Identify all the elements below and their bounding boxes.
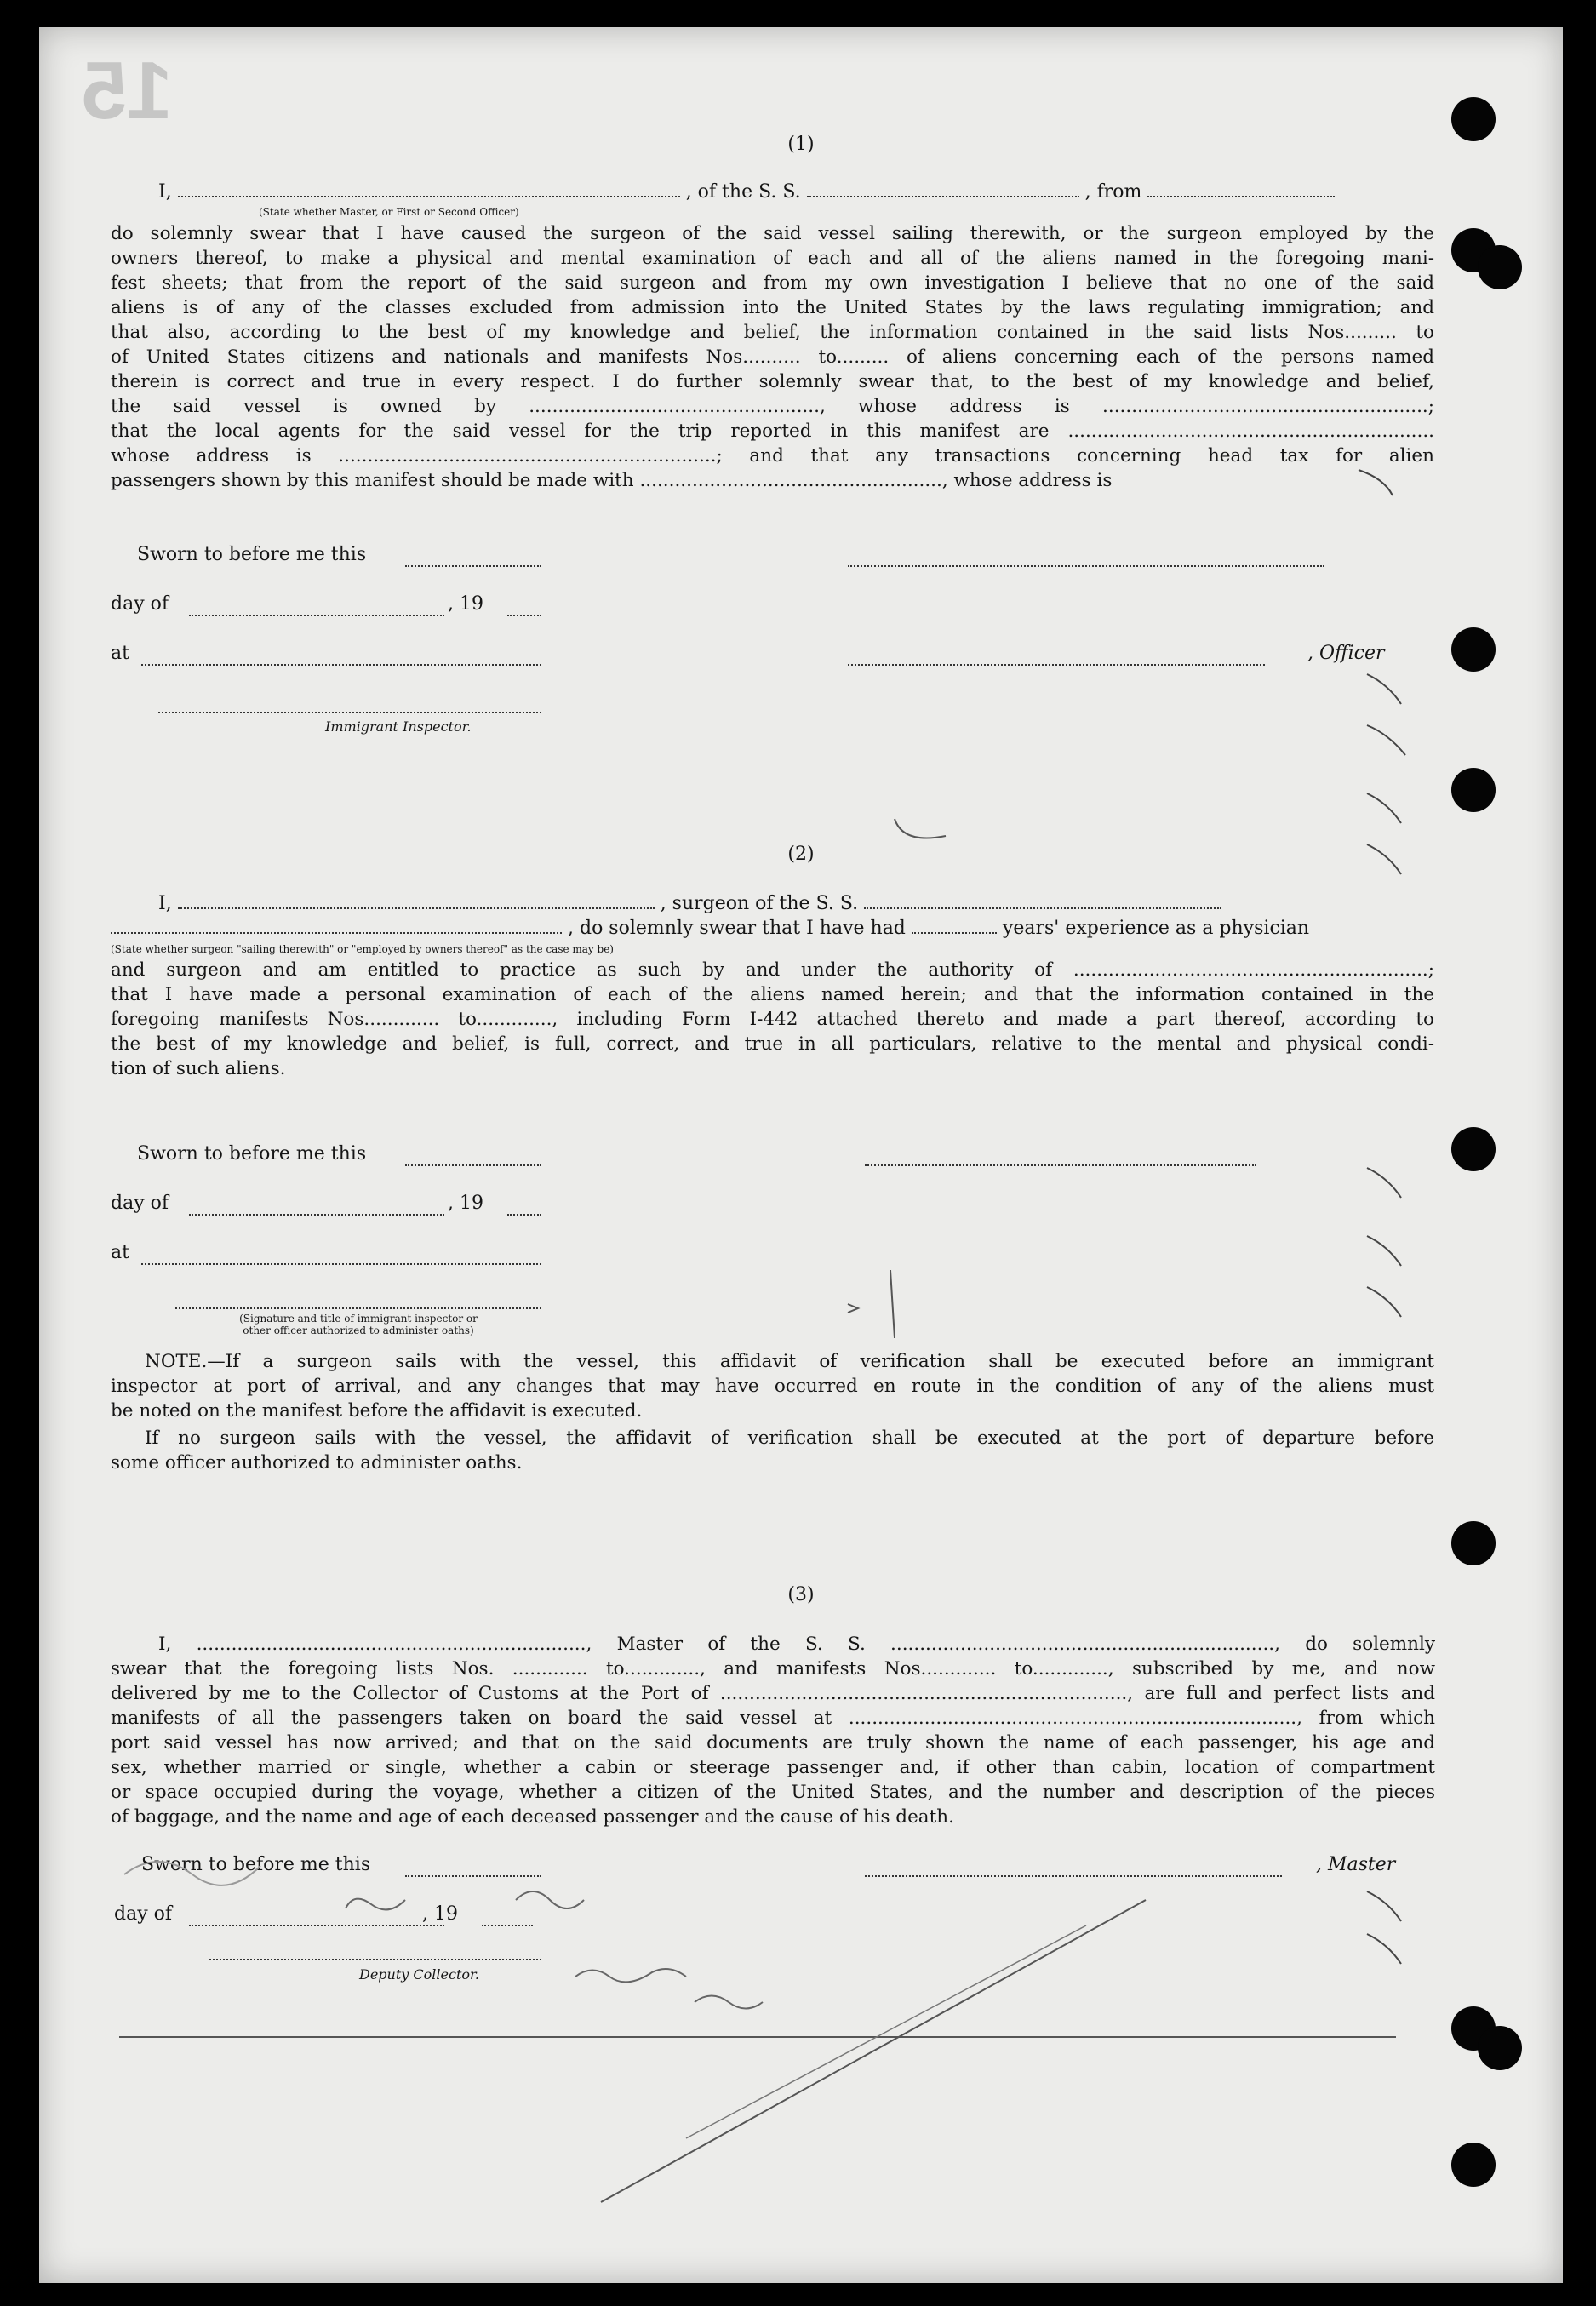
s1-sworn-blank[interactable]	[405, 565, 541, 567]
s1-officer-label: , Officer	[1307, 643, 1385, 664]
surgeon-type-blank[interactable]	[111, 917, 562, 934]
section-2-note	[111, 1349, 1434, 1423]
s1-officer-blank-1[interactable]	[848, 565, 1324, 567]
binder-hole	[1478, 2026, 1522, 2070]
s3-sworn-blank[interactable]	[405, 1875, 541, 1877]
s3-sworn-label: Sworn to before me this	[141, 1854, 371, 1875]
section-2-line1	[158, 892, 1435, 916]
section-2-note-line: inspector at port of arrival, and any changes that may have occurred en route in the condition of any of the aliens must	[111, 1376, 1434, 1397]
label-surgeon-of-ss: , surgeon of the S. S.	[660, 893, 859, 914]
surgeon-type-caption: (State whether surgeon "sailing therewith" or "employed by owners thereof" as the case may be)	[111, 943, 614, 955]
section-2-paragraph-line: the best of my knowledge and belief, is full, correct, and true in all particulars, relative to the mental and physical condi-	[111, 1033, 1434, 1055]
years-experience-blank[interactable]	[912, 917, 997, 934]
officer-name-blank[interactable]	[178, 180, 680, 197]
s1-at-label: at	[111, 643, 129, 664]
section-2-note-2-line: If no surgeon sails with the vessel, the affidavit of verification shall be executed at the port of departure before	[145, 1428, 1434, 1449]
label-from: , from	[1084, 181, 1142, 203]
officer-caption: (State whether Master, or First or Second Officer)	[259, 206, 519, 218]
section-3-paragraph-line: port said vessel has now arrived; and that on the said documents are truly shown the name of each passenger, his age and	[111, 1732, 1435, 1754]
section-2-note-2	[111, 1426, 1434, 1475]
section-1-paragraph	[111, 221, 1434, 493]
section-2-number: (2)	[787, 844, 815, 865]
section-3-paragraph-line: swear that the foregoing lists Nos. ............. to............., and manifests Nos............. to............., subscribed by me, and now	[111, 1658, 1435, 1679]
s2-day-blank[interactable]	[189, 1214, 444, 1216]
s2-signature-caption-1: (Signature and title of immigrant inspector or	[239, 1313, 478, 1325]
s1-at-blank[interactable]	[141, 664, 541, 666]
s2-vessel-blank[interactable]	[864, 892, 1221, 909]
surgeon-name-blank[interactable]	[178, 892, 655, 909]
section-1-paragraph-line: whose address is .................................................................; and that any transactions concerning head tax for alien	[111, 445, 1434, 466]
binder-hole	[1451, 1127, 1496, 1171]
s2-at-blank[interactable]	[141, 1263, 541, 1265]
s2-at-label: at	[111, 1242, 129, 1263]
s2-sworn-label: Sworn to before me this	[137, 1143, 367, 1164]
section-1-line1	[158, 180, 1435, 204]
section-3-paragraph-line: manifests of all the passengers taken on board the said vessel at ............................................................................., from which	[111, 1708, 1435, 1729]
section-2-note-2-line: some officer authorized to administer oaths.	[111, 1452, 523, 1473]
section-1-paragraph-line: do solemnly swear that I have caused the surgeon of the said vessel sailing therewith, or the surgeon employed by the	[111, 223, 1434, 244]
label-of-the-ss: , of the S. S.	[685, 181, 801, 203]
s3-year-blank[interactable]	[482, 1925, 533, 1926]
s3-master-blank[interactable]	[865, 1875, 1282, 1877]
s3-master-label: , Master	[1316, 1854, 1396, 1875]
section-1-paragraph-line: that also, according to the best of my knowledge and belief, the information contained in the said lists Nos......... to	[111, 322, 1434, 343]
section-3-number: (3)	[787, 1584, 815, 1605]
s1-day-blank[interactable]	[189, 615, 444, 616]
s1-year-label: , 19	[448, 593, 483, 615]
s2-inspector-blank[interactable]	[175, 1307, 541, 1309]
section-1-paragraph-line: fest sheets; that from the report of the said surgeon and from my own investigation I believe that no one of the said	[111, 272, 1434, 294]
section-1-paragraph-line: passengers shown by this manifest should be made with ...................................................., whose address is	[111, 470, 1113, 491]
section-2-paragraph-line: foregoing manifests Nos............. to............., including Form I-442 attached thereto and made a part thereof, according to	[111, 1009, 1434, 1030]
section-3-paragraph-line: sex, whether married or single, whether a cabin or steerage passenger and, if other than cabin, location of compartment	[111, 1757, 1435, 1778]
s2-signature-caption-2: other officer authorized to administer oaths)	[243, 1325, 474, 1336]
section-2-paragraph-line: that I have made a personal examination of each of the aliens named herein; and that the information contained in the	[111, 984, 1434, 1005]
s3-collector-blank[interactable]	[209, 1959, 541, 1960]
section-2-paragraph-line: tion of such aliens.	[111, 1058, 286, 1079]
binder-hole	[1451, 627, 1496, 672]
section-3-paragraph-line: of baggage, and the name and age of each deceased passenger and the cause of his death.	[111, 1806, 954, 1828]
s3-collector-label: Deputy Collector.	[359, 1966, 479, 1983]
label-solemnly-swear: , do solemnly swear that I have had	[568, 918, 906, 939]
section-3-paragraph	[111, 1632, 1435, 1829]
label-i: I,	[158, 893, 172, 914]
manifest-affidavit-page	[39, 27, 1563, 2283]
label-i: I,	[158, 181, 172, 203]
from-port-blank[interactable]	[1147, 180, 1335, 197]
binder-hole	[1451, 1521, 1496, 1565]
section-1-paragraph-line: aliens is of any of the classes excluded from admission into the United States by the laws regulating immigration; and	[111, 297, 1434, 318]
binder-hole	[1478, 245, 1522, 289]
s2-sworn-blank[interactable]	[405, 1164, 541, 1166]
section-2-paragraph	[111, 958, 1434, 1081]
section-2-note-line: NOTE.—If a surgeon sails with the vessel, this affidavit of verification shall be executed before an immigrant	[145, 1351, 1434, 1372]
section-3-paragraph-line: or space occupied during the voyage, whether a citizen of the United States, and the number and description of the pieces	[111, 1782, 1435, 1803]
s3-day-label: day of	[114, 1903, 173, 1925]
section-2-note-line: be noted on the manifest before the affidavit is executed.	[111, 1400, 643, 1422]
s1-day-label: day of	[111, 593, 169, 615]
s1-officer-blank-2[interactable]	[848, 664, 1265, 666]
section-3-paragraph-line: I, ..................................................................., Master of the S. S. .................................................................., do solemnly	[158, 1634, 1435, 1655]
bottom-rule	[119, 2036, 1396, 2038]
s2-year-label: , 19	[448, 1193, 483, 1214]
section-1-paragraph-line: of United States citizens and nationals and manifests Nos.......... to......... of aliens concerning each of the persons named	[111, 346, 1434, 368]
s1-inspector-blank[interactable]	[158, 712, 541, 713]
section-1-paragraph-line: therein is correct and true in every respect. I do further solemnly swear that, to the best of my knowledge and belief,	[111, 371, 1434, 392]
section-3-paragraph-line: delivered by me to the Collector of Customs at the Port of ......................................................................, are full and perfect lists and	[111, 1683, 1435, 1704]
section-1-paragraph-line: the said vessel is owned by .................................................., whose address is ........................................................;	[111, 396, 1434, 417]
vessel-name-blank[interactable]	[807, 180, 1079, 197]
s3-year-label: , 19	[422, 1903, 458, 1925]
section-2-line2	[111, 917, 1439, 941]
section-1-paragraph-line: that the local agents for the said vessel for the trip reported in this manifest are ...............................................................	[111, 421, 1434, 442]
s3-day-blank[interactable]	[189, 1925, 444, 1926]
label-years-experience: years' experience as a physician	[1002, 918, 1310, 939]
section-1-paragraph-line: owners thereof, to make a physical and mental examination of each and all of the aliens named in the foregoing mani-	[111, 248, 1434, 269]
binder-hole	[1451, 768, 1496, 812]
s1-year-blank[interactable]	[507, 615, 541, 616]
s1-sworn-label: Sworn to before me this	[137, 544, 367, 565]
section-1-number: (1)	[787, 134, 815, 155]
s2-day-label: day of	[111, 1193, 169, 1214]
s2-year-blank[interactable]	[507, 1214, 541, 1216]
section-2-paragraph-line: and surgeon and am entitled to practice as such by and under the authority of .............................................................;	[111, 959, 1434, 981]
page-number-stamp: 15	[82, 45, 173, 136]
s1-inspector-label: Immigrant Inspector.	[325, 718, 472, 735]
s2-surgeon-sign-blank[interactable]	[865, 1164, 1256, 1166]
binder-hole	[1451, 2143, 1496, 2187]
